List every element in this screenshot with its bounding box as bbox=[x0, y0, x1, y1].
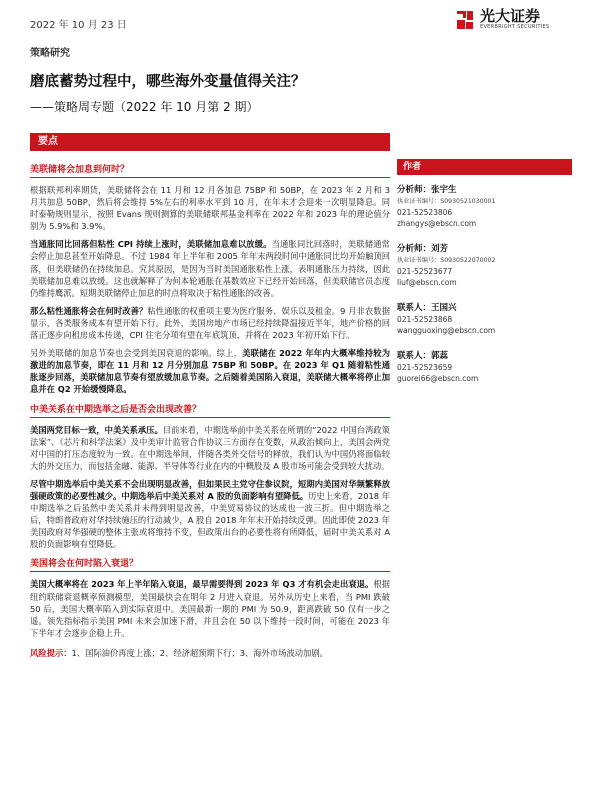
paragraph-text: 根据纽约联储衰退概率预测模型，美国最快会在明年 2 月进入衰退。另外从历史上来看，当 PMI 跌破 50 后，美国大概率陷入到实际衰退中。美国最新一期的 PMI 为 50.9，距离跌破 50 仅有一步之遥。领先指标指示美国 PMI 未来会加速下滑，并且会在 50 以下维持一段时间，可能在 2023 年下半年才会逐步企稳上升。 bbox=[30, 579, 390, 638]
paragraph: 根据联邦利率期货，美联储将会在 11 月和 12 月各加息 75BP 和 50BP，在 2023 年 2 月和 3 月共加息 50BP，然后将会维持 5%左右的利率水平到 10 月，在年末才会迎来一次明显降息。同时泰勒规则显示，按照 Evans 规则测算的美联储联邦基金利率在 2022 年和 2023 年的理论值分别为 5.9%和 3.9%。 bbox=[30, 185, 390, 232]
analyst-phone: 021-52523677 bbox=[397, 267, 453, 276]
analyst-license: 执业证书编号：S0930522070002 bbox=[397, 257, 496, 264]
paragraph-text: 另外美联储的加息节奏也会受到美国衰退的影响。综上， bbox=[30, 348, 243, 359]
contact-name: 王国兴 bbox=[431, 303, 457, 313]
paragraph bbox=[30, 478, 390, 551]
paragraph-text: 目前来看，中期选举前中美关系在所谓的“2022 中国台湾政策法案”、《芯片和科学法案》及中美审计监管合作协议三方面存在变数，从政治倾向上，美国会两党对中国的打压态度较为一致。在中期选举间，伴随各类外交信号的释放，我们认为中国仍将面临较大的外交压力，而包括金融、能源、半导体等行业在内的中概股及 A 股市场可能会受到较大扰动。 bbox=[30, 424, 390, 471]
authors-bar: 作者 bbox=[397, 159, 572, 175]
paragraph bbox=[30, 305, 390, 341]
contact-email[interactable]: wangguoxing@ebscn.com bbox=[397, 326, 496, 335]
risk-text: 1、国际油价再度上涨；2、经济超预期下行；3、海外市场波动加剧。 bbox=[71, 647, 328, 658]
contact-role: 联系人： bbox=[397, 351, 432, 361]
brand-logo bbox=[455, 8, 549, 31]
paragraph-text: 粘性通胀的权重项主要为医疗服务、娱乐以及租金。9 月非农数据显示，各类服务成本有望开始下行。此外，美国房地产市场已经持续降温接近半年，地产价格的回落正逐步向租房成本传递，CPI 住宅分项有望在年底筑顶，并将在 2023 年初开始下行。 bbox=[30, 305, 390, 341]
report-title: 磨底蓄势过程中，哪些海外变量值得关注？ bbox=[30, 74, 306, 90]
bold-lead: 尽管中期选举后中美关系不会出现明显改善，但如果民主党守住参议院，短期内美国对华频繁释放强硬政策的必要性减少。中期选举后中美关系对 A 股的负面影响有望降低。 bbox=[30, 478, 390, 501]
analyst-license: 执业证书编号：S0930521030001 bbox=[397, 198, 496, 205]
contact-phone: 021-52523868 bbox=[397, 315, 453, 324]
analyst-role: 分析师： bbox=[397, 185, 432, 195]
summary-bar: 要点 bbox=[30, 133, 390, 151]
analyst-card bbox=[397, 184, 572, 229]
analyst-list bbox=[397, 184, 572, 398]
bold-lead: 当通胀同比回落但粘性 CPI 持续上涨时，美联储加息难以放缓。 bbox=[30, 239, 272, 250]
paragraph-text: 当通胀同比回落时，美联储通常会停止加息甚至开始降息。不过 1984 年上半年和 2005 年年末两段时间中通胀同比均开始触顶回落，但美联储仍在持续加息。究其原因，是因为当时美国通胀粘性上涨，表明通胀压力持续，因此美联储加息难以放缓。这也就解释了为何本轮通胀在基数效应下已经开始回落，但美联储官员态度仍维持鹰派。短期美联储停止加息的时点将取决于粘性通胀的改善。 bbox=[30, 239, 390, 298]
contact-name: 郭蕊 bbox=[431, 351, 449, 361]
analyst-role: 分析师： bbox=[397, 244, 432, 254]
section-heading-fed: 美联储将会加息到何时？ bbox=[30, 162, 390, 178]
brand-name-en: EVERBRIGHT SECURITIES bbox=[480, 24, 550, 30]
report-subtitle: ——策略周专题（2022 年 10 月第 2 期） bbox=[30, 100, 259, 114]
risk-warning bbox=[30, 647, 390, 659]
bold-lead: 美国两党目标一致，中美关系承压。 bbox=[30, 424, 163, 435]
analyst-email[interactable]: zhangys@ebscn.com bbox=[397, 219, 477, 228]
report-date: 2022 年 10 月 23 日 bbox=[30, 20, 127, 31]
section-heading-sino-us: 中美关系在中期选举之后是否会出现改善？ bbox=[30, 402, 390, 418]
analyst-phone: 021-52523806 bbox=[397, 208, 453, 217]
risk-label: 风险提示： bbox=[30, 647, 72, 658]
main-content bbox=[30, 162, 390, 659]
paragraph bbox=[30, 238, 390, 298]
bold-lead: 美国大概率将在 2023 年上半年陷入衰退，最早需要得到 2023 年 Q3 才有机会走出衰退。 bbox=[30, 579, 374, 590]
paragraph bbox=[30, 347, 390, 395]
section-heading-recession: 美国将会在何时陷入衰退？ bbox=[30, 556, 390, 572]
contact-phone: 021-52523659 bbox=[397, 363, 453, 372]
contact-card bbox=[397, 302, 572, 336]
analyst-email[interactable]: liuf@ebscn.com bbox=[397, 278, 457, 287]
bold-lead: 那么粘性通胀将会在何时改善？ bbox=[30, 305, 148, 316]
everbright-logo-icon bbox=[455, 9, 475, 31]
contact-card bbox=[397, 350, 572, 384]
brand-name-cn: 光大证券 bbox=[480, 7, 541, 25]
contact-email[interactable]: guorei66@ebscn.com bbox=[397, 374, 479, 383]
report-type: 策略研究 bbox=[30, 48, 70, 59]
paragraph bbox=[30, 578, 390, 638]
analyst-card bbox=[397, 243, 572, 288]
paragraph bbox=[30, 424, 390, 472]
paragraph-text: 历史上来看，2018 年中期选举之后虽然中美关系并未得到明显改善，中美贸易协议的达成也一波三折。但中期选举之后，特朗普政府对华持续施压的行动减少，A 股自 2018 年年末开始持续反弹。因此即使 2023 年美国政府对华强硬的整体主张或将维持不变，但政策出台的必要性将有所降低，届时中美关系对 A 股的负面影响有望降低。 bbox=[30, 490, 390, 550]
analyst-name: 刘芳 bbox=[431, 244, 449, 254]
analyst-name: 张宇生 bbox=[431, 185, 457, 195]
contact-role: 联系人： bbox=[397, 303, 432, 313]
bold-conclusion: 美联储在 2022 年年内大概率维持较为激进的加息节奏，即在 11 月和 12 月分别加息 75BP 和 50BP。在 2023 年 Q1 随着粘性通胀逐步回落，美联储加息节奏有望放缓加息节奏。之后随着美国陷入衰退，美联储大概率将停止加息并在 Q2 开始缓慢降息。 bbox=[30, 348, 390, 395]
